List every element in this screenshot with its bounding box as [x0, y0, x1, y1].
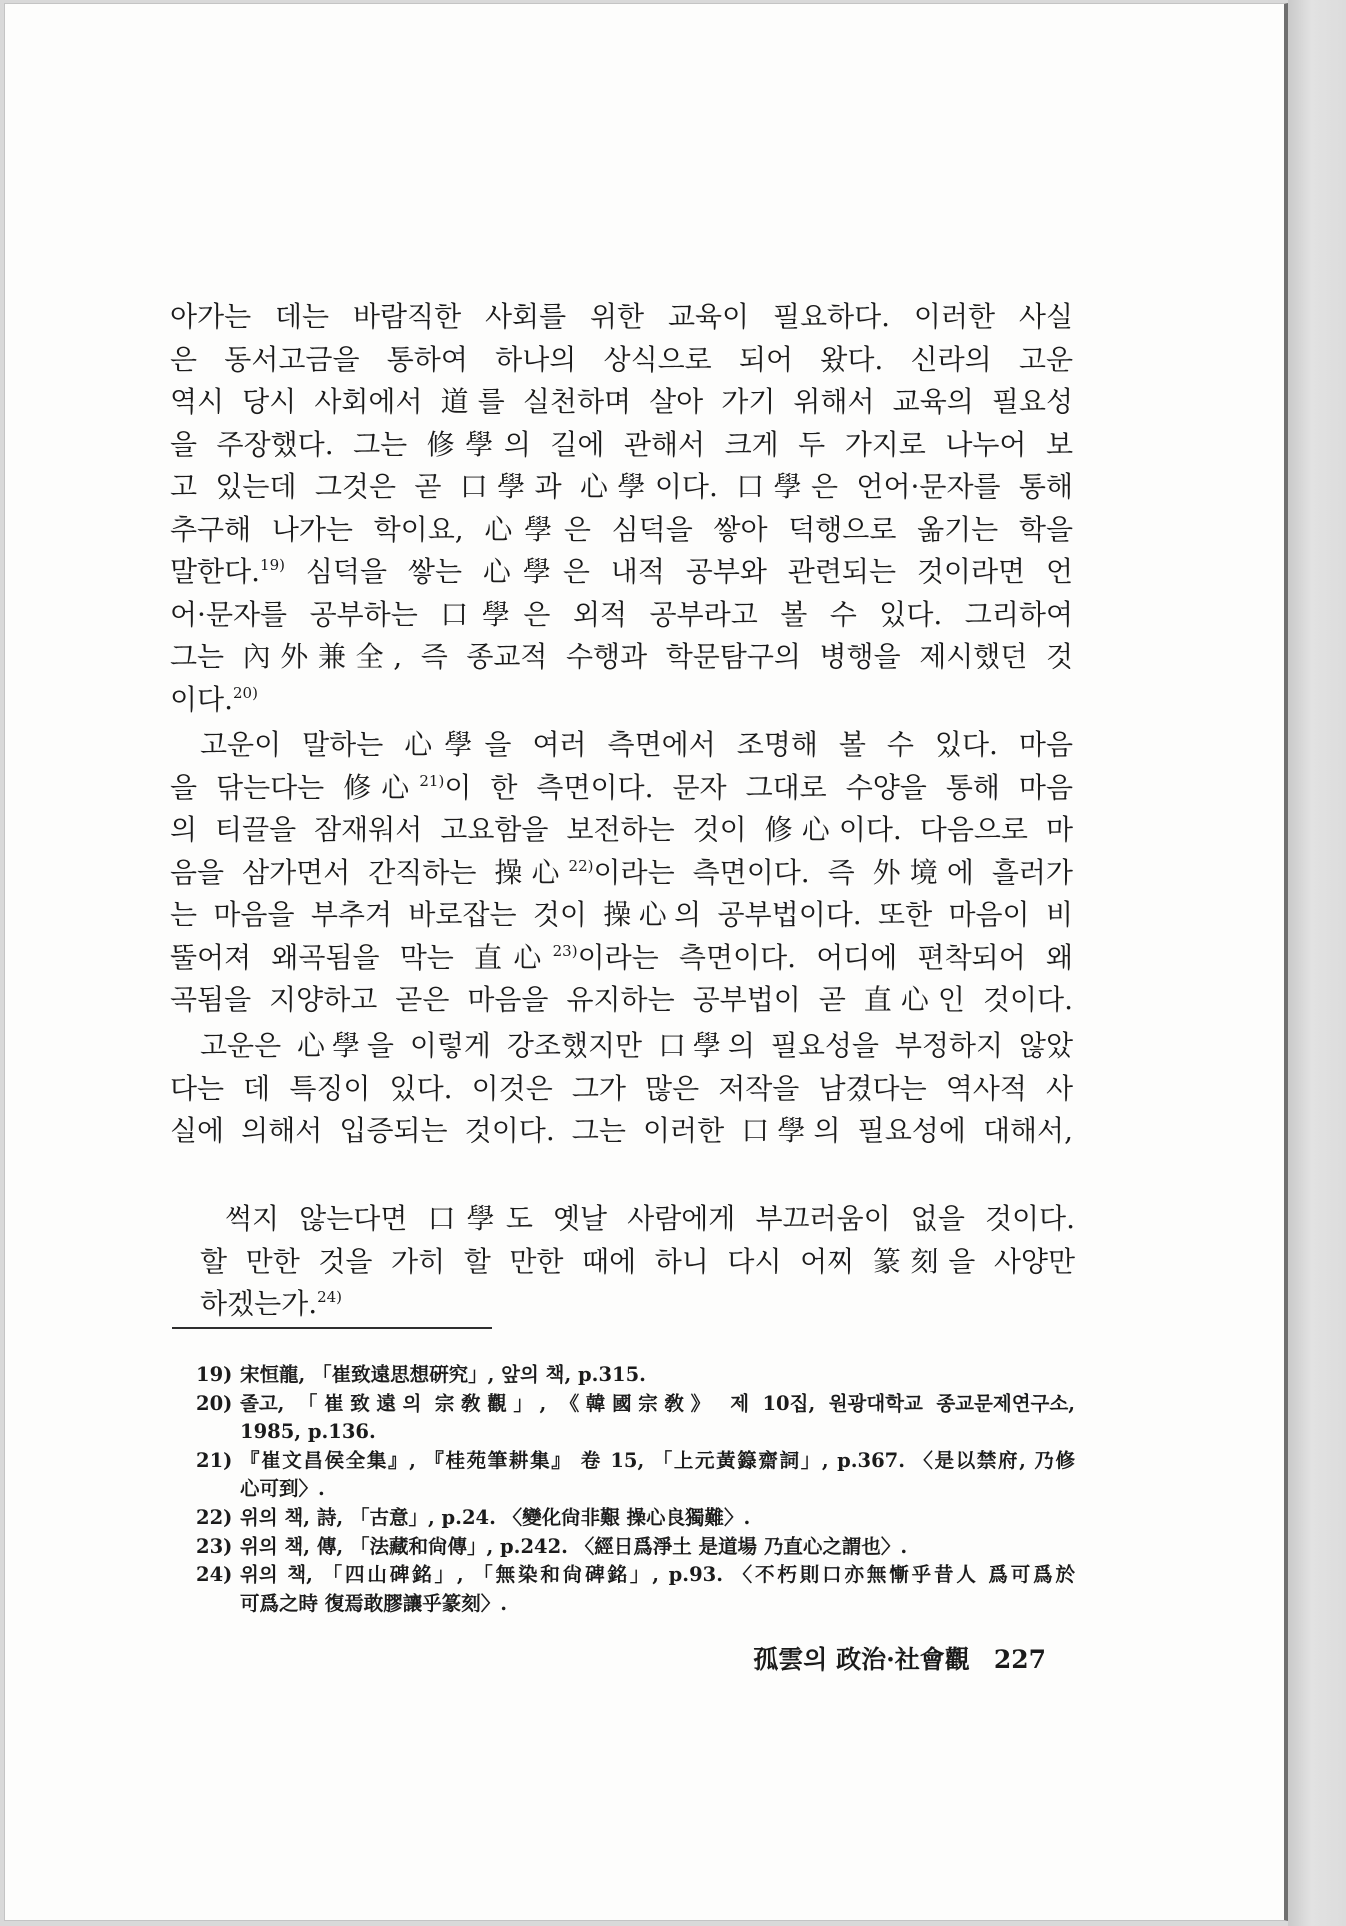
footnote-number: 23)	[196, 1534, 233, 1558]
body-line: 고 있는데 그것은 곧 口學과 心學이다. 口學은 언어·문자를 통해	[170, 470, 1073, 503]
footnote-number: 20)	[196, 1391, 233, 1415]
line-text: 하겠는가.	[200, 1287, 318, 1320]
line-text: 이라는 측면이다. 어디에 편착되어 왜	[577, 940, 1073, 974]
body-line	[170, 551, 1073, 594]
footnote-text	[240, 1504, 1075, 1533]
body-line: 고운이 말하는 心學을 여러 측면에서 조명해 볼 수 있다. 마음	[200, 728, 1073, 761]
body-line: 고운은 心學을 이렇게 강조했지만 口學의 필요성을 부정하지 않았	[200, 1029, 1073, 1062]
footnote-number: 22)	[196, 1505, 233, 1529]
body-line: 는 마음을 부추겨 바로잡는 것이 操心의 공부법이다. 또한 마음이 비	[170, 898, 1073, 931]
paragraph-3	[170, 1025, 1073, 1153]
line-text: 말한다.	[170, 555, 261, 588]
line-text: 뚤어져 왜곡됨을 막는 直心	[170, 940, 553, 974]
body-line: 아가는 데는 바람직한 사회를 위한 교육이 필요하다. 이러한 사실	[170, 300, 1073, 333]
line-text: 이라는 측면이다. 즉 外境에 흘러가	[593, 855, 1073, 889]
footnote-number: 24)	[196, 1563, 233, 1587]
footnote-line: 心可到〉.	[240, 1477, 325, 1501]
quote-line: 썩지 않는다면 口學도 옛날 사람에게 부끄러움이 없을 것이다.	[225, 1202, 1075, 1235]
body-line	[170, 937, 1073, 980]
line-text: 음을 삼가면서 간직하는 操心	[170, 855, 569, 889]
footnote-line: 宋恒龍, 「崔致遠思想硏究」, 앞의 책, p.315.	[240, 1363, 646, 1386]
body-line: 을 주장했다. 그는 修學의 길에 관해서 크게 두 가지로 나누어 보	[170, 427, 1073, 461]
footnote-line: 졸고, 「崔致遠의 宗敎觀」, 《韓國宗敎》 제 10집, 원광대학교 종교문제연구소,	[240, 1391, 1075, 1415]
body-line: 곡됨을 지양하고 곧은 마음을 유지하는 공부법이 곧 直心인 것이다.	[170, 983, 1073, 1016]
footnote	[196, 1504, 1075, 1533]
body-line: 어·문자를 공부하는 口學은 외적 공부라고 볼 수 있다. 그리하여	[170, 597, 1073, 631]
footnotes	[196, 1361, 1075, 1618]
body-line: 다는 데 특징이 있다. 이것은 그가 많은 저작을 남겼다는 역사적 사	[170, 1071, 1073, 1105]
running-title: 孤雲의 政治·社會觀	[753, 1645, 970, 1674]
footnote-line: 『崔文昌侯全集』, 『桂苑筆耕集』 卷 15, 「上元黃籙齋詞」, p.367. 〈是以禁府, 乃修	[240, 1448, 1075, 1472]
footnote	[196, 1390, 1075, 1447]
body-line: 은 동서고금을 통하여 하나의 상식으로 되어 왔다. 신라의 고운	[170, 342, 1073, 376]
body-line	[170, 852, 1073, 895]
line-text: 이 한 측면이다. 문자 그대로 수양을 통해 마음	[444, 770, 1073, 804]
body-line: 추구해 나가는 학이요, 心學은 심덕을 쌓아 덕행으로 옮기는 학을	[170, 512, 1073, 546]
body-line: 역시 당시 사회에서 道를 실천하며 살아 가기 위해서 교육의 필요성	[170, 385, 1073, 418]
footnote-text	[240, 1533, 1075, 1562]
footnote-line: 위의 책, 傳, 「法藏和尙傳」, p.242. 〈經日爲淨土 是道場 乃直心之謂也〉.	[240, 1534, 908, 1558]
line-text: 이다.	[170, 682, 233, 716]
footnote-text	[240, 1561, 1075, 1618]
footnote	[196, 1361, 1075, 1390]
block-quote	[200, 1198, 1075, 1326]
page-edge-background	[1288, 0, 1346, 1926]
footnote-ref: 24)	[317, 1288, 343, 1306]
body-line	[170, 767, 1073, 810]
footnote	[196, 1533, 1075, 1562]
quote-line: 할 만한 것을 가히 할 만한 때에 하니 다시 어찌 篆刻을 사양만	[200, 1244, 1075, 1278]
quote-line	[200, 1283, 1075, 1326]
footnote-line: 위의 책, 「四山碑銘」, 「無染和尙碑銘」, p.93. 〈不朽則口亦無慚乎昔人 爲可爲於	[240, 1563, 1075, 1587]
footnote-ref: 19)	[260, 556, 285, 574]
footnote-ref: 23)	[552, 941, 578, 960]
footnote	[196, 1561, 1075, 1618]
line-text: 심덕을 쌓는 心學은 내적 공부와 관련되는 것이라면 언	[285, 555, 1073, 588]
footnote-ref: 22)	[568, 856, 594, 875]
footnote-text	[240, 1390, 1075, 1447]
footnote-number: 21)	[196, 1448, 233, 1472]
body-line: 실에 의해서 입증되는 것이다. 그는 이러한 口學의 필요성에 대해서,	[170, 1114, 1073, 1147]
footnote-line: 위의 책, 詩, 「古意」, p.24. 〈變化尙非艱 操心良獨難〉.	[240, 1505, 751, 1529]
footnote-ref: 20)	[233, 683, 258, 702]
running-footer	[600, 1642, 1046, 1678]
footnote-separator	[172, 1327, 492, 1329]
footnote-text	[240, 1447, 1075, 1504]
body-line: 그는 內外兼全, 즉 종교적 수행과 학문탐구의 병행을 제시했던 것	[170, 640, 1073, 673]
footnote-text	[240, 1361, 1075, 1390]
page-number: 227	[993, 1645, 1046, 1674]
body-line	[170, 679, 1073, 722]
paragraph-2	[170, 724, 1073, 1022]
body-line: 의 티끌을 잠재워서 고요함을 보전하는 것이 修心이다. 다음으로 마	[170, 813, 1073, 846]
paragraph-1	[170, 296, 1073, 721]
footnote-line: 1985, p.136.	[240, 1420, 376, 1444]
footnote	[196, 1447, 1075, 1504]
footnote-ref: 21)	[419, 771, 445, 790]
line-text: 을 닦는다는 修心	[170, 770, 420, 804]
footnote-line: 可爲之時 復焉敢膠讓乎篆刻〉.	[240, 1591, 508, 1615]
footnote-number: 19)	[196, 1363, 233, 1386]
